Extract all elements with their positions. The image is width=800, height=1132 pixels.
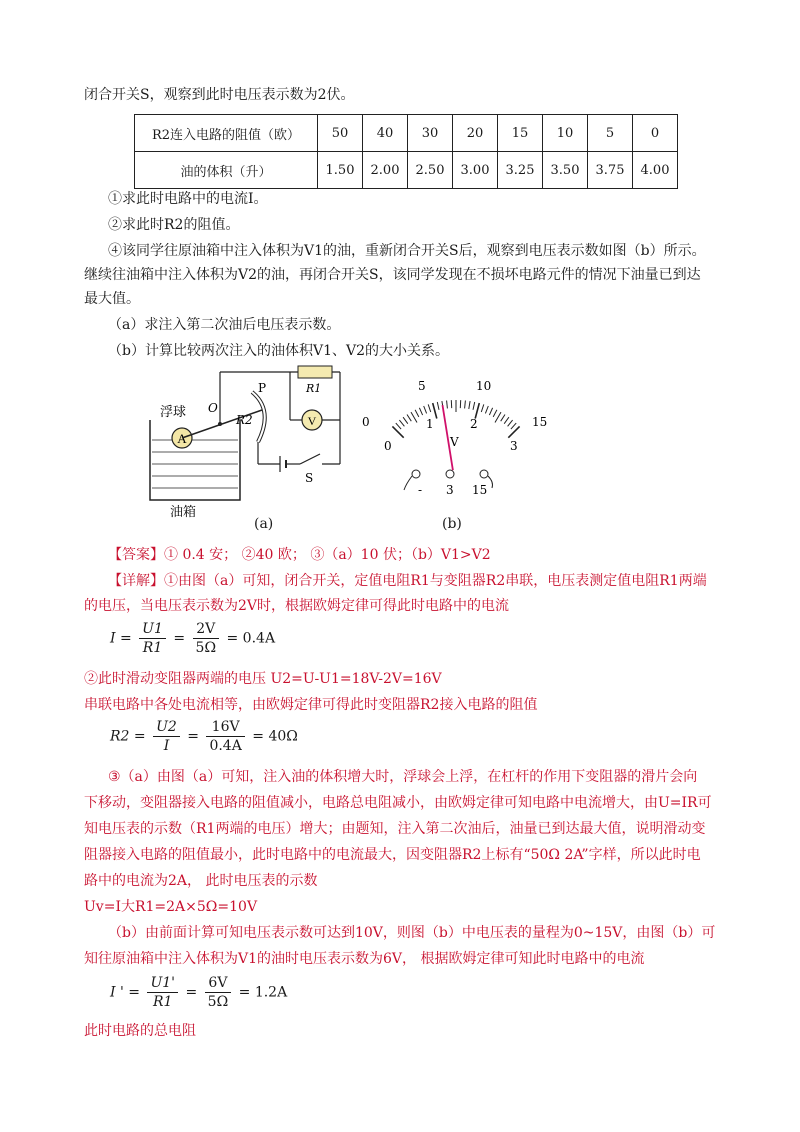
eq2-num2: 16V — [206, 718, 244, 737]
explanation-p5: Uv=I大R1=2A×5Ω=10V — [84, 899, 258, 915]
table-cell: 3.75 — [588, 152, 633, 189]
table-cell: 3.25 — [498, 152, 543, 189]
explanation-p4-line5: 路中的电流为2A， 此时电压表的示数 — [84, 873, 318, 889]
eq3-num1: U1' — [147, 974, 178, 993]
dial-tick — [403, 417, 408, 424]
scale-3v-0: 0 — [384, 439, 392, 453]
dial-tick — [447, 401, 448, 409]
eq3-num2: 6V — [205, 974, 232, 993]
eq2-den1: I — [163, 738, 170, 754]
table-cell: 4.00 — [633, 152, 678, 189]
table-cell: 50 — [318, 115, 363, 152]
explanation-p4-line3: 知电压表的示数（R1两端的电压）增大；由题知，注入第二次油后，油量已到达最大值，说明滑动变 — [84, 821, 706, 837]
explanation-p4-line4: 阻器接入电路的阻值最小，此时电路中的电流最大，因变阻器R2上标有“50Ω 2A”字样，所以此时电 — [84, 847, 701, 863]
answer-text: ① 0.4 安； ②40 欧； ③（a）10 伏；（b）V1>V2 — [164, 547, 491, 563]
dial-tick — [428, 404, 431, 412]
question-4a: （a）求注入第二次油后电压表示数。 — [108, 317, 341, 333]
table-cell: 2.00 — [363, 152, 408, 189]
table-cell: 20 — [453, 115, 498, 152]
table-cell: 10 — [543, 115, 588, 152]
terminal-negative: - — [418, 483, 423, 497]
r2-label: R2 — [236, 413, 253, 427]
explanation-p6-line2: 知往原油箱中注入体积为V1的油时电压表示数为6V， 根据欧姆定律可知此时电路中的电流 — [84, 951, 645, 967]
dial-tick — [437, 402, 439, 410]
dial-tick — [495, 412, 501, 422]
table-row — [135, 152, 678, 189]
scale-3v-1: 1 — [426, 417, 434, 431]
dial-tick — [469, 401, 470, 409]
scale-3v-3: 3 — [510, 439, 518, 453]
question-4-line-1: ④该同学往原油箱中注入体积为V1的油，重新闭合开关S后，观察到电压表示数如图（b）所示。 — [108, 243, 706, 259]
circuit-diagram — [140, 360, 360, 520]
table-cell: 3.00 — [453, 152, 498, 189]
dial-tick — [511, 423, 516, 429]
terminal-15: 15 — [472, 483, 488, 497]
table-cell: 2.50 — [408, 152, 453, 189]
question-2: ②求此时R2的阻值。 — [108, 217, 240, 233]
eq2-num1: U2 — [153, 718, 180, 737]
slider-label: P — [258, 381, 267, 395]
scale-15v-10: 10 — [476, 379, 492, 393]
explanation-p7: 此时电路的总电阻 — [84, 1023, 196, 1039]
explanation-label: 【详解】 — [108, 573, 164, 589]
explanation-p4-line2: 下移动，变阻器接入电路的阻值减小，电路总电阻减小，由欧姆定律可知电路中电流增大，由U=IR可 — [84, 795, 712, 811]
switch-label: S — [305, 471, 314, 485]
float-label: 浮球 — [160, 405, 187, 420]
dial-tick — [489, 408, 492, 415]
dial-tick — [396, 423, 401, 429]
explanation-p1-line2: 的电压，当电压表示数为2V时，根据欧姆定律可得此时电路中的电流 — [84, 598, 510, 614]
scale-15v-15: 15 — [532, 415, 548, 429]
equation-3: I ' = $\frac{U1'}{R1}$ = $\frac{6V}{5\Omega}$ = 1.2A — [110, 975, 288, 1010]
table-header-volume: 油的体积（升） — [135, 152, 318, 189]
explanation-p3: 串联电路中各处电流相等，由欧姆定律可得此时变阻器R2接入电路的阻值 — [84, 697, 538, 713]
dial-tick — [407, 415, 411, 422]
eq1-num2: 2V — [193, 620, 220, 639]
table-cell: 0 — [633, 115, 678, 152]
explanation-p1-line1 — [108, 570, 707, 592]
table-header-resistance: R2连入电路的阻值（欧） — [135, 115, 318, 152]
scale-3v-2: 2 — [470, 417, 478, 431]
dial-tick — [399, 420, 404, 426]
eq1-den1: R1 — [142, 640, 163, 656]
question-4b: （b）计算比较两次注入的油体积V1、V2的大小关系。 — [108, 343, 449, 359]
explanation-p6-line1: （b）由前面计算可知电压表示数可达到10V，则图（b）中电压表的量程为0~15V，由图（b）可 — [108, 925, 716, 941]
table-cell: 5 — [588, 115, 633, 152]
table-cell: 30 — [408, 115, 453, 152]
eq3-den2: 5Ω — [207, 994, 229, 1010]
dial-unit: V — [450, 435, 459, 449]
dial-tick — [419, 408, 422, 415]
figure-b-caption: (b) — [442, 516, 462, 532]
explanation-text: ①由图（a）可知，闭合开关，定值电阻R1与变阻器R2串联，电压表测定值电阻R1两端 — [164, 573, 707, 589]
question-1: ①求此时电路中的电流I。 — [108, 191, 268, 207]
ammeter-label: A — [177, 431, 187, 446]
terminal-3: 3 — [446, 483, 454, 497]
dial-tick — [508, 426, 519, 437]
dial-tick — [481, 404, 484, 412]
eq3-result: = 1.2A — [238, 984, 288, 1001]
question-4-line-2: 继续往油箱中注入体积为V2的油，再闭合开关S，该同学发现在不损坏电路元件的情况下油量已到达 — [84, 267, 701, 283]
dial-ticks — [392, 400, 519, 438]
equation-1: I = $\frac{U1}{R1}$ = $\frac{2V}{5\Omega}$ = 0.4A — [110, 621, 276, 656]
table-cell: 40 — [363, 115, 408, 152]
dial-tick — [493, 410, 497, 417]
table-cell: 3.50 — [543, 152, 588, 189]
answer-line — [108, 544, 491, 566]
dial-tick — [415, 410, 419, 417]
dial-tick — [501, 415, 505, 422]
eq1-result: = 0.4A — [226, 630, 276, 647]
dial-tick — [485, 406, 488, 413]
voltmeter-label: V — [307, 414, 317, 428]
resistor-r1 — [298, 366, 332, 378]
dial-tick — [392, 426, 403, 437]
scale-15v-0: 0 — [362, 415, 370, 429]
eq1-num1: U1 — [139, 620, 166, 639]
voltmeter-dial — [358, 372, 554, 502]
eq2-result: = 40Ω — [252, 728, 298, 745]
figure-a-caption: (a) — [254, 516, 274, 532]
dial-tick — [424, 406, 427, 413]
eq1-den2: 5Ω — [195, 640, 217, 656]
switch — [300, 454, 320, 464]
intro-text: 闭合开关S，观察到此时电压表示数为2伏。 — [84, 87, 355, 103]
resistance-volume-table — [134, 114, 678, 189]
dial-tick — [473, 402, 475, 410]
r1-label: R1 — [306, 382, 322, 395]
scale-15v-5: 5 — [418, 379, 426, 393]
eq3-lhs: I ' = — [110, 984, 141, 1001]
dial-tick — [465, 401, 466, 409]
eq1-lhs: I = — [110, 630, 132, 647]
eq2-den2: 0.4A — [209, 738, 242, 754]
equation-2: R2 = $\frac{U2}{I}$ = $\frac{16V}{0.4A}$ = 40Ω — [110, 719, 298, 754]
question-4-line-3: 最大值。 — [84, 291, 140, 307]
eq3-den1: R1 — [153, 994, 173, 1010]
table-row — [135, 115, 678, 152]
tank-label: 油箱 — [170, 505, 197, 520]
pivot-label: O — [208, 401, 218, 415]
table-cell: 1.50 — [318, 152, 363, 189]
eq2-lhs: R2 = — [110, 728, 146, 745]
explanation-p2: ②此时滑动变阻器两端的电压 U2=U-U1=18V-2V=16V — [84, 671, 442, 687]
dial-tick — [504, 417, 509, 424]
dial-tick — [508, 420, 513, 426]
answer-label: 【答案】 — [108, 547, 164, 563]
explanation-p4-line1: ③（a）由图（a）可知，注入油的体积增大时，浮球会上浮，在杠杆的作用下变阻器的滑片会向 — [108, 769, 698, 785]
dial-tick — [411, 412, 417, 422]
table-cell: 15 — [498, 115, 543, 152]
